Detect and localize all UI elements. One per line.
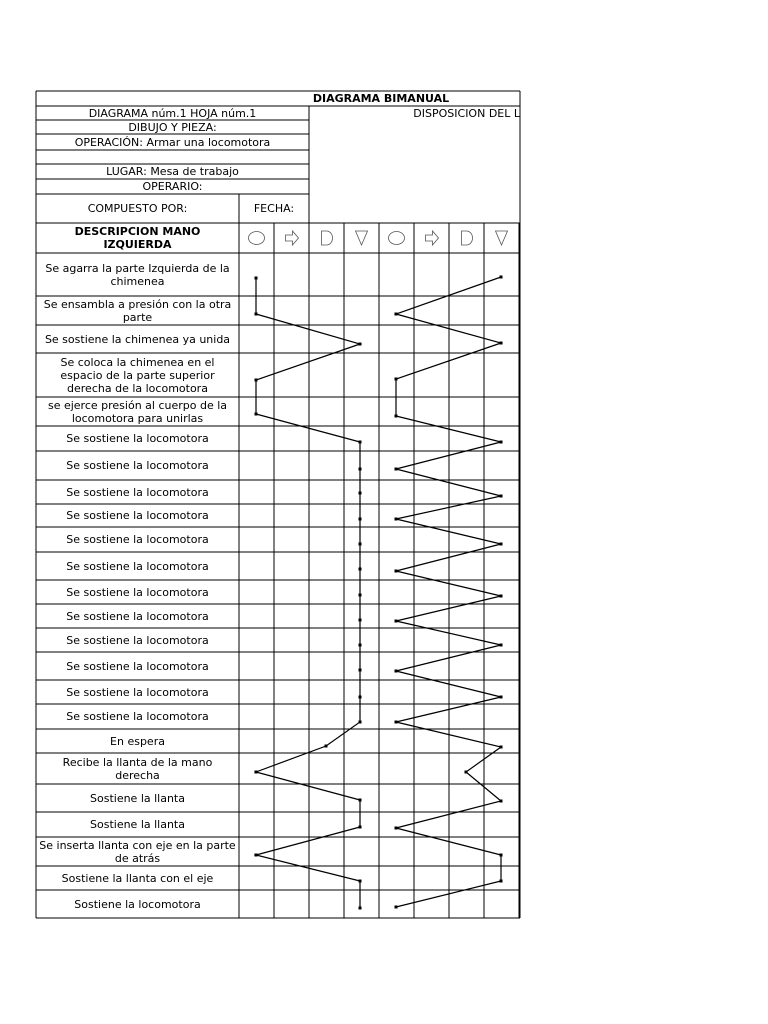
operation-field: OPERACIÓN: Armar una locomotora [74,135,271,149]
left-hand-path-point [359,619,362,622]
activity-row-description: Se sostiene la locomotora [66,685,209,699]
activity-row-description: Se sostiene la locomotora [66,559,209,573]
right-hand-path-point [395,721,398,724]
left-hand-path-point [255,313,258,316]
operation-circle-icon [389,232,405,245]
activity-row-description: Recibe la llanta de la mano derecha [62,755,213,782]
diagram-title: DIAGRAMA BIMANUAL [312,92,450,105]
right-hand-path-point [500,880,503,883]
activity-row-description: Se sostiene la locomotora [66,659,209,673]
composed-by-field: COMPUESTO POR: [87,202,188,215]
drawing-piece-field: DIBUJO Y PIEZA: [128,120,217,134]
activity-row-description: Se sostiene la locomotora [66,710,209,723]
left-hand-path-point [359,721,362,724]
delay-d-icon [322,231,333,245]
right-hand-path-point [395,415,398,418]
activity-row-description: Se inserta llanta con eje en la parte de atrás [39,838,236,865]
activity-row-description: Se sostiene la locomotora [66,585,209,599]
left-hand-path-point [325,745,328,748]
activity-row-description: Se agarra la parte Izquierda de la chimenea [45,261,230,288]
delay-d-icon [462,231,473,245]
left-hand-path-point [359,492,362,495]
left-hand-path-point [359,696,362,699]
activity-row-description: Se sostiene la locomotora [66,485,209,499]
right-hand-path-point [500,543,503,546]
left-hand-path-point [359,644,362,647]
left-hand-path-point [359,568,362,571]
date-field: FECHA: [253,202,295,215]
operation-circle-icon [249,232,265,245]
left-hand-path-point [359,799,362,802]
right-hand-path-point [500,342,503,345]
right-hand-path-point [395,906,398,909]
layout-disposition: DISPOSICION DEL L [413,106,520,120]
left-hand-path-point [359,826,362,829]
left-hand-path-point [359,518,362,521]
right-hand-path-point [500,644,503,647]
right-hand-path-point [500,696,503,699]
right-hand-path-point [500,495,503,498]
activity-row-description: Se sostiene la chimenea ya unida [44,332,231,346]
activity-row-description: Se sostiene la locomotora [66,432,209,445]
right-hand-path-point [395,827,398,830]
activity-row-description: Se sostiene la locomotora [66,533,209,546]
storage-triangle-icon [356,231,368,245]
left-hand-path-point [359,343,362,346]
right-hand-path-point [395,313,398,316]
activity-row-description: Sostiene la locomotora [74,897,201,911]
right-hand-path-point [395,468,398,471]
activity-row-description: Sostiene la llanta [90,818,185,831]
left-hand-path-point [255,379,258,382]
right-hand-path-point [395,620,398,623]
right-hand-path-point [395,378,398,381]
left-hand-path-point [359,543,362,546]
left-hand-path-point [255,771,258,774]
activity-row-description: Se sostiene la locomotora [66,633,209,647]
activity-row-description: Se coloca la chimenea en el espacio de la parte superior derecha de la locomotora [60,355,215,395]
activity-row-description: Se sostiene la locomotora [66,609,209,623]
right-hand-path-point [465,771,468,774]
storage-triangle-icon [496,231,508,245]
left-hand-path-point [359,907,362,910]
activity-row-description: Se ensambla a presión con la otra parte [43,297,232,324]
diagram-sheet-number: DIAGRAMA núm.1 HOJA núm.1 [88,106,257,120]
left-hand-path-point [359,880,362,883]
right-hand-path-point [500,800,503,803]
right-hand-path-point [500,276,503,279]
left-hand-path-point [359,468,362,471]
right-hand-path-point [500,854,503,857]
activity-row-description: Sostiene la llanta con el eje [61,871,214,885]
activity-row-description: Se sostiene la locomotora [66,459,209,472]
transport-arrow-icon [286,231,299,245]
right-hand-path-point [500,746,503,749]
left-hand-path-point [359,594,362,597]
left-hand-path-point [255,854,258,857]
right-hand-path-point [500,595,503,598]
activity-row-description: Sostiene la llanta [90,791,185,805]
right-hand-path-point [395,670,398,673]
right-hand-path-point [500,441,503,444]
right-hand-path-point [395,570,398,573]
activity-row-description: En espera [110,734,165,748]
left-hand-description-header: DESCRIPCION MANO IZQUIERDA [74,225,201,251]
activity-row-description: se ejerce presión al cuerpo de la locomotora para unirlas [47,398,228,425]
left-hand-path-point [255,277,258,280]
left-hand-path-point [255,413,258,416]
transport-arrow-icon [426,231,439,245]
right-hand-path-point [395,518,398,521]
left-hand-path-point [359,441,362,444]
place-field: LUGAR: Mesa de trabajo [106,165,239,178]
activity-row-description: Se sostiene la locomotora [66,509,209,522]
operator-field: OPERARIO: [142,180,203,193]
left-hand-path-point [359,669,362,672]
